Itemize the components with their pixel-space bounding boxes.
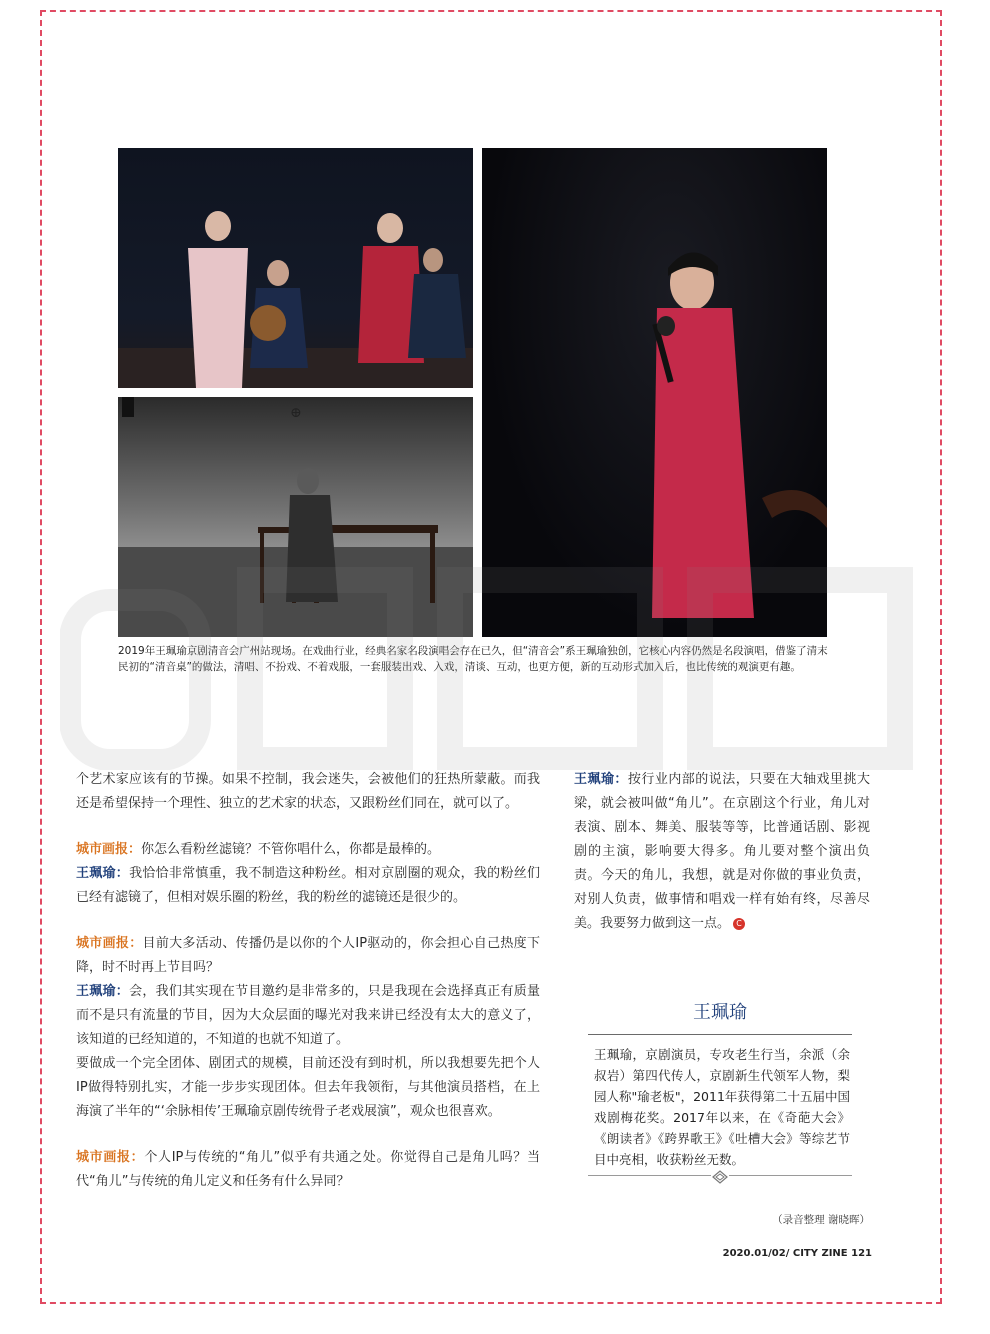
paragraph: 王珮瑜：会，我们其实现在节目邀约是非常多的，只是我现在会选择真正有质量而不是只有流量的节目，因为大众层面的曝光对我来讲已经没有太大的意义了，该知道的已经知道的，不知道的也就不知道了。	[76, 984, 540, 1047]
page-footer: 2020.01/02/ CITY ZINE 121	[722, 1248, 872, 1259]
photo-stage-performance	[118, 148, 473, 388]
article-right-column	[574, 768, 870, 936]
credit-line: （录音整理 谢晓晖）	[772, 1214, 870, 1226]
paragraph: 个艺术家应该有的节操。如果不控制，我会迷失，会被他们的狂热所蒙蔽。而我还是希望保持一个理性、独立的艺术家的状态，又跟粉丝们同在，就可以了。	[76, 772, 540, 811]
article-end-icon: C	[733, 918, 745, 930]
speaker-label: 城市画报：	[76, 1150, 145, 1165]
watermark-logo	[60, 560, 920, 770]
svg-text:⊕: ⊕	[290, 405, 302, 421]
paragraph: 王珮瑜：按行业内部的说法，只要在大轴戏里挑大梁，就会被叫做“角儿”。在京剧这个行业，角儿对表演、剧本、舞美、服装等等，比普通话剧、影视剧的主演，影响要大得多。角儿要对整个演出负责。今天的角儿，我想，就是对你做的事业负责，对别人负责，做事情和唱戏一样有始有终，尽善尽美。我要努力做到这一点。 C	[574, 772, 870, 931]
speaker-label: 城市画报：	[76, 842, 142, 857]
paragraph: 城市画报：目前大多活动、传播仍是以你的个人IP驱动的，你会担心自己热度下降，时不时再上节目吗？	[76, 936, 540, 975]
speaker-label: 王珮瑜：	[574, 772, 628, 787]
bio-text: 王珮瑜，京剧演员，专攻老生行当，余派（余叔岩）第四代传人，京剧新生代领军人物，梨园人称"瑜老板"，2011年获得第二十五届中国戏剧梅花奖。2017年以来，在《奇葩大会》《朗读者》《跨界歌王》《吐槽大会》等综艺节目中亮相，收获粉丝无数。	[594, 1047, 850, 1167]
bio-title: 王珮瑜	[693, 1002, 747, 1023]
photo-caption: 2019年王珮瑜京剧清音会广州站现场。在戏曲行业，经典名家名段演唱会存在已久，但“清音会”系王珮瑜独创，它核心内容仍然是名段演唱，借鉴了清末民初的“清音桌”的做法，清唱、不扮戏、不着戏服，一套服装出戏、入戏，清谈、互动，也更方便，新的互动形式加入后，也比传统的观演更有趣。	[118, 645, 828, 673]
speaker-label: 王珮瑜：	[76, 866, 130, 881]
paragraph: 城市画报：你怎么看粉丝滤镜？不管你唱什么，你都是最棒的。	[76, 842, 441, 857]
ornament-icon	[711, 1168, 729, 1186]
paragraph: 王珮瑜：我恰恰非常慎重，我不制造这种粉丝。相对京剧圈的观众，我的粉丝们已经有滤镜了，但相对娱乐圈的粉丝，我的粉丝的滤镜还是很少的。	[76, 866, 540, 905]
bio-top-divider	[588, 1034, 852, 1035]
stage-scene-illustration	[118, 148, 473, 388]
speaker-label: 城市画报：	[76, 936, 143, 951]
article-left-column	[76, 768, 540, 1194]
paragraph: 城市画报：个人IP与传统的“角儿”似乎有共通之处。你觉得自己是角儿吗？当代“角儿”与传统的角儿定义和任务有什么异同？	[76, 1150, 540, 1189]
paragraph: 要做成一个完全团体、剧团式的规模，目前还没有到时机，所以我想要先把个人IP做得特别扎实，才能一步步实现团体。但去年我领衔，与其他演员搭档，在上海演了半年的“‘余脉相传’王珮瑜京剧传统骨子老戏展演”，观众也很喜欢。	[76, 1056, 540, 1119]
speaker-label: 王珮瑜：	[76, 984, 130, 999]
